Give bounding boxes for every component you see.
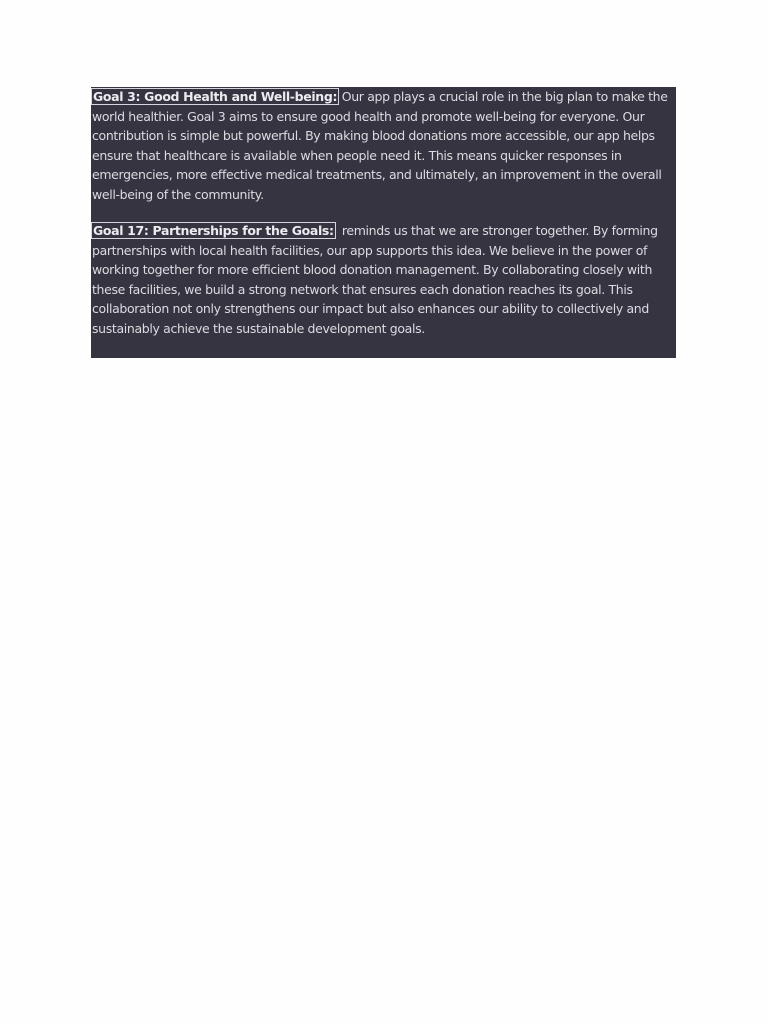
- paragraph-goal-3: [92, 87, 674, 204]
- goal-3-body: Our app plays a crucial role in the big plan to make the world healthier. Goal 3 aims to ensure good health and promote well-being for everyone. Our contribution is simple but powerful. By making blood donations more accessible, our app helps ensure that healthcare is available when people need it. This means quicker responses in emergencies, more effective medical treatments, and ultimately, an improvement in the overall well-being of the community.: [92, 89, 668, 202]
- goal-3-heading: Goal 3: Good Health and Well-being:: [93, 89, 338, 104]
- goal-17-heading: Goal 17: Partnerships for the Goals:: [93, 223, 334, 238]
- selected-text-block: [91, 87, 676, 358]
- goal-17-body: reminds us that we are stronger together. By forming partnerships with local health facilities, our app supports this idea. We believe in the power of working together for more efficient blood donation management. By collaborating closely with these facilities, we build a strong network that ensures each donation reaches its goal. This collaboration not only strengthens our impact but also enhances our ability to collectively and sustainably achieve the sustainable development goals.: [92, 223, 662, 336]
- paragraph-goal-17: [92, 221, 674, 338]
